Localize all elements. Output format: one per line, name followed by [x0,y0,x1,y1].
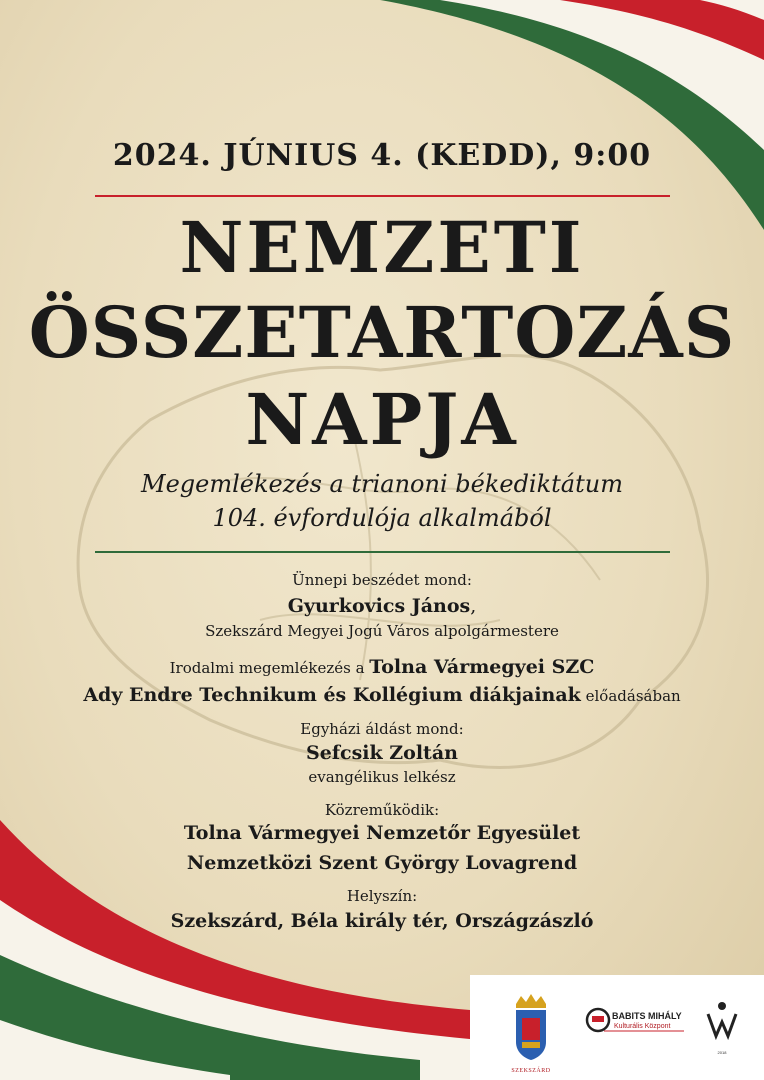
literary-suffix: előadásában [580,687,681,705]
speech-comma: , [470,595,477,617]
literary-line-2 [0,684,764,706]
green-rule [95,551,670,553]
crest-caption: SZEKSZÁRD [511,1068,551,1074]
contributor-1: Tolna Vármegyei Nemzetőr Egyesület [183,822,581,844]
event-date: 2024. JÚNIUS 4. (KEDD), 9:00 [112,138,652,173]
footer-logos [0,990,764,1080]
title-line-3: NAPJA [245,378,519,461]
babits-subtitle: Kulturális Központ [614,1023,671,1030]
speech-speaker [0,595,764,617]
subtitle-line-2: 104. évfordulója alkalmából [212,504,552,532]
babits-title: BABITS MIHÁLY [612,1011,682,1021]
contributor-2: Nemzetközi Szent György Lovagrend [186,852,578,874]
blessing-name: Sefcsik Zoltán [306,742,458,764]
red-rule [95,195,670,197]
literary-school-2: Ady Endre Technikum és Kollégium diákjainak [83,684,581,706]
title-line-2: ÖSSZETARTOZÁS [28,291,736,374]
title-line-1: NEMZETI [179,206,585,289]
literary-school-1: Tolna Vármegyei SZC [369,656,595,678]
literary-line-1 [0,656,764,678]
speech-label: Ünnepi beszédet mond: [292,571,472,589]
szekszard-crest-logo [508,990,554,1076]
speech-name: Gyurkovics János [287,595,471,617]
venue: Szekszárd, Béla király tér, Országzászló [170,910,594,932]
w-caption: 2018 [717,1050,727,1055]
literary-prefix: Irodalmi megemlékezés a [169,659,370,677]
w-emblem-logo [704,998,740,1058]
speech-role: Szekszárd Megyei Jogú Város alpolgármestere [205,622,559,640]
venue-label: Helyszín: [346,887,418,905]
subtitle-line-1: Megemlékezés a trianoni békediktátum [141,470,623,498]
contributors-label: Közreműködik: [324,801,440,819]
babits-logo [584,1004,688,1040]
blessing-label: Egyházi áldást mond: [300,720,464,738]
blessing-role: evangélikus lelkész [308,768,456,786]
